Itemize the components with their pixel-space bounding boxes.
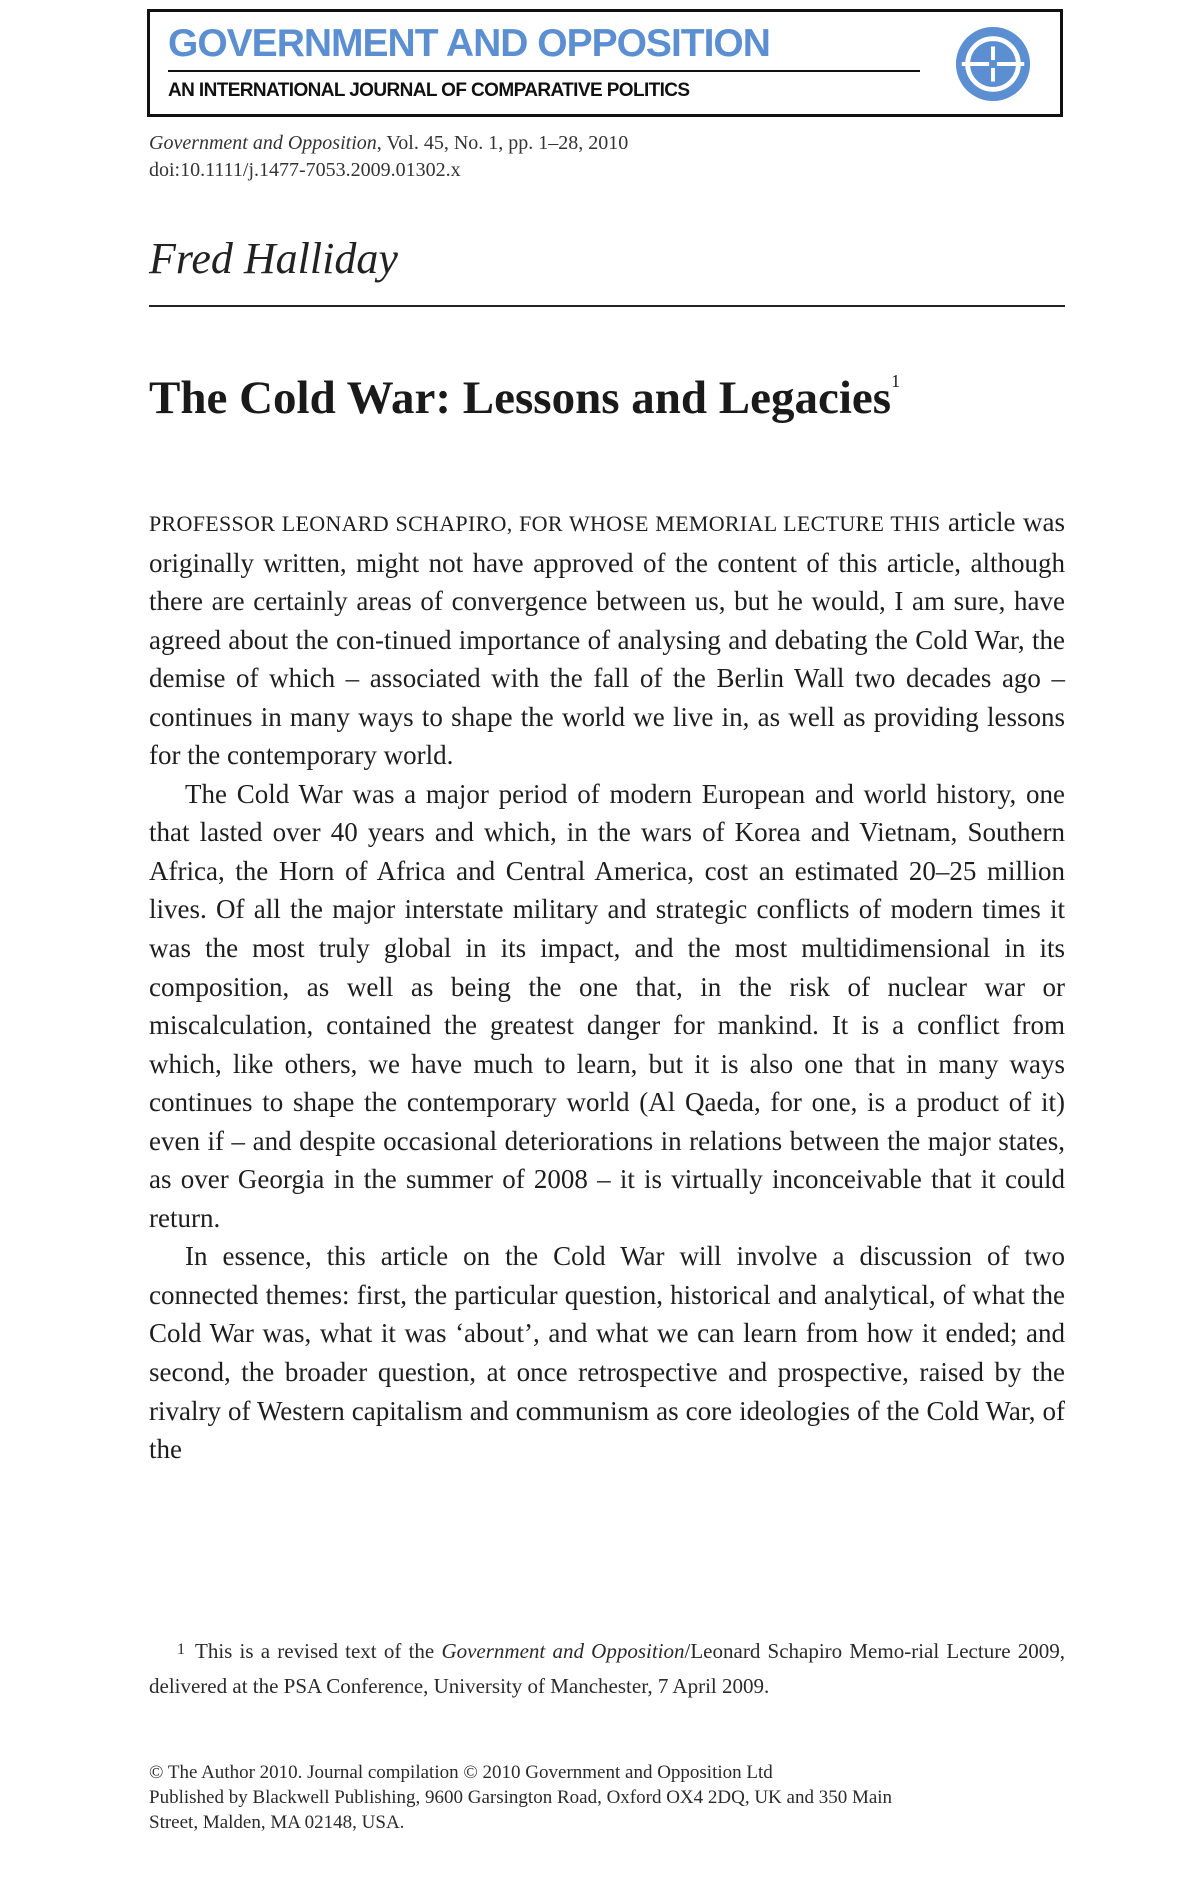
lead-in-caps: PROFESSOR LEONARD SCHAPIRO, FOR WHOSE MEMORIAL LECTURE THIS [149,511,941,536]
citation-journal: Government and Opposition [149,132,377,154]
citation-block [149,130,628,184]
citation-details: , Vol. 45, No. 1, pp. 1–28, 2010 [376,132,629,154]
paragraph-1 [149,503,1065,775]
paragraph-2: The Cold War was a major period of modern European and world history, one that lasted over 40 years and which, in the wars of Korea and Vietnam, Southern Africa, the Horn of Africa and Central America, cost an estimated 20–25 million lives. Of all the major interstate military and strategic conflicts of modern times it was the most truly global in its impact, and the most multidimensional in its composition, as well as being the one that, in the risk of nuclear war or miscalculation, contained the greatest danger for mankind. It is a conflict from which, like others, we have much to learn, but it is also one that in many ways continues to shape the contemporary world (Al Qaeda, for one, is a product of it) even if – and despite occasional deteriorations in relations between the major states, as over Georgia in the summer of 2008 – it is virtually inconceivable that it could return. [149,778,1065,1233]
article-title [149,371,900,425]
title-footnote-marker: 1 [891,371,901,391]
author-rule [149,305,1065,307]
article-title-text: The Cold War: Lessons and Legacies [149,372,892,424]
footnote-text-after: /Leonard Schapiro Memo-rial Lecture 2009, delivered at the PSA Conference, University of Manchester, 7 April 2009. [149,1639,1065,1698]
author-name: Fred Halliday [149,234,398,283]
paragraph-3: In essence, this article on the Cold War will involve a discussion of two connected themes: first, the particular question, historical and analytical, of what the Cold War was, what it was ‘about’, and what we can learn from how it ended; and second, the broader question, at once retrospective and prospective, raised by the rivalry of Western capitalism and communism as core ideologies of the Cold War, of the [149,1241,1065,1465]
copyright-line-2: Published by Blackwell Publishing, 9600 Garsington Road, Oxford OX4 2DQ, UK and 350 Main [149,1787,893,1808]
copyright-block [149,1760,1065,1835]
footnote [149,1632,1065,1704]
citation-doi: doi:10.1111/j.1477-7053.2009.01302.x [149,159,461,181]
journal-subtitle: AN INTERNATIONAL JOURNAL OF COMPARATIVE POLITICS [168,80,690,101]
footnote-number: 1 [177,1641,185,1658]
globe-logo-icon [954,25,1032,103]
journal-masthead [147,9,1063,117]
citation-line [149,130,628,157]
article-body [149,503,1065,1469]
footnote-text-before: This is a revised text of the [195,1639,442,1663]
copyright-line-3: Street, Malden, MA 02148, USA. [149,1812,405,1833]
copyright-line-1: © The Author 2010. Journal compilation © 2010 Government and Opposition Ltd [149,1762,773,1783]
masthead-rule [168,70,920,72]
paragraph-1-text: article was originally written, might not have approved of the content of this article, although there are certainly areas of convergence between us, but he would, I am sure, have agreed about the con-tinued importance of analysing and debating the Cold War, the demise of which – associated with the fall of the Berlin Wall two decades ago – continues in many ways to shape the world we live in, as well as providing lessons for the contemporary world. [149,507,1065,771]
journal-title: GOVERNMENT AND OPPOSITION [168,22,770,65]
footnote-journal: Government and Opposition [441,1639,685,1663]
